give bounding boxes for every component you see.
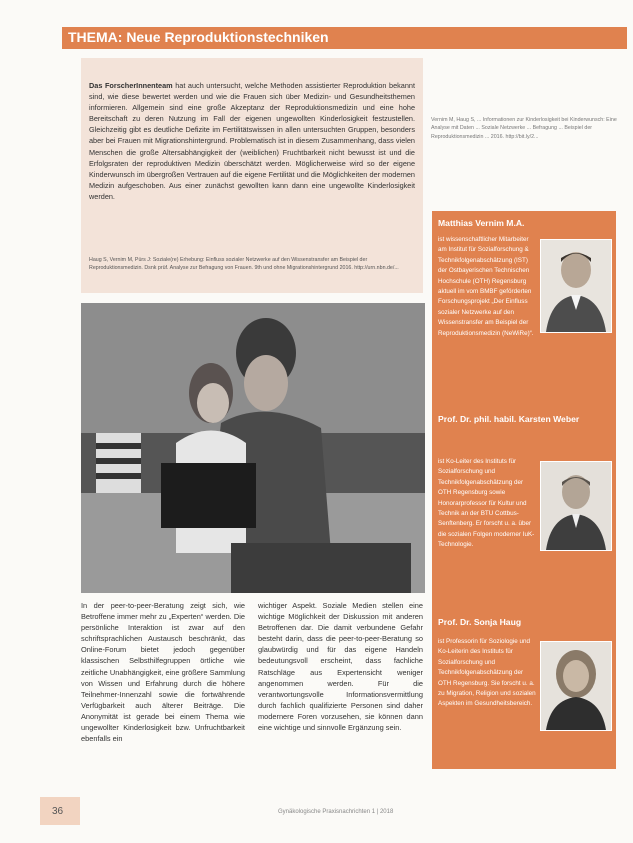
portrait-haug-illustration <box>541 642 611 730</box>
portrait-weber-illustration <box>541 462 611 550</box>
intro-text: hat auch untersucht, welche Methoden assistierter Reproduktion bekannt sind, wie diese bewertet werden und wie die Frauen sich über Medizin- und Gesundheitsthemen informieren. Allgemein sind eine große Akzeptanz der Reproduktionsmedizin und eine hohe Bereitschaft zu deren Nutzung im Fall der eigenen ungewollten Kinderlosigkeit festzustellen. Gleichzeitig gibt es deutliche Defizite im Fertilitätswissen in allen untersuchten Gruppen, besonders aber bei Frauen mit Migrationshintergrund. Problematisch ist in diesem Zusammenhang, dass vielen Menschen die große Altersabhängigkeit der (weiblichen) Fruchtbarkeit nicht bewusst ist und die Erfolgsraten der reproduktiven Medizin überschätzt werden. Möglicherweise wird so der eigene Kinderwunsch im übergroßen Vertrauen auf die eigene Fertilität und die Möglichkeiten der modernen Medizin aufgeschoben. Aus einer zunächst gewollten kann dann eine ungewollte Kinderlosigkeit werden. <box>89 81 416 201</box>
author-bio-vernim: ist wissenschaftlicher Mitarbeiter am Institut für Sozialforschung & Technikfolgenabschätzung (IST) der Ostbayerischen Technischen Hochschule (OTH) Regensburg aktuell im vom BMBF geförderten Forschungsprojekt „Der Einfluss sozialer Netzwerke auf den Wissenstransfer am Beispiel der Reproduktionsmedizin (NeWiRe)“. <box>438 236 534 337</box>
author-sidebar <box>432 211 616 769</box>
body-column-2: wichtiger Aspekt. Soziale Medien stellen eine wichtige Möglichkeit der Diskussion mit anderen Betroffenen dar. Die damit verbundene Gefahr besteht darin, dass die peer-to-peer-Beratung so glaubwürdig und für das eigene Handeln bedeutungsvoll erscheint, dass fachliche Ratschläge aus Expertensicht weniger angenommen werden. Für die verantwortungsvolle Informationsvermittlung durch fachlich qualifizierte Personen sind daher modernere Foren vorzusehen, sie können dann eine wichtige und sinnvolle Ergänzung sein. <box>258 601 423 733</box>
intro-citation: Haug S, Vernim M, Pürs J: Soziale(re) Erhebung: Einfluss sozialer Netzwerke auf den Wissenstransfer am Beispiel der Reproduktionsmedizin. Dsnk prüf. Analyse zur Befragung von Frauen. 9th und ohne Migrationshintergrund 2016. http://urn.nbn.de/... <box>89 257 399 272</box>
couple-laptop-photo <box>81 303 425 593</box>
author-name-weber: Prof. Dr. phil. habil. Karsten Weber <box>438 414 580 424</box>
publication-footer: Gynäkologische Praxisnachrichten 1 | 2018 <box>278 809 394 815</box>
author-photo-vernim <box>540 239 612 333</box>
section-title: THEMA: Neue Reproduktionstechniken <box>68 29 329 45</box>
author-photo-weber <box>540 461 612 551</box>
intro-lead: Das ForscherInnenteam <box>89 81 173 90</box>
page-number: 36 <box>52 806 64 817</box>
author-name-haug: Prof. Dr. Sonja Haug <box>438 617 522 627</box>
author-bio-haug: ist Professorin für Soziologie und Ko-Leiterin des Instituts für Sozialforschung und Technikfolgenabschätzung der OTH Regensburg. Sie forscht u. a. zu Migration, Religion und sozialen Aspekten im Gesundheitsbereich. <box>438 638 536 708</box>
portrait-vernim-illustration <box>541 240 611 332</box>
author-photo-haug <box>540 641 612 731</box>
right-citation: Vernim M, Haug S, ... Informationen zur Kinderlosigkeit bei Kinderwunsch: Eine Analyse mit Daten ... Soziale Netzwerke ... Befragung ... Beispiel der Reproduktionsmedizin ... 2016. http://bit.ly/2... <box>431 117 617 140</box>
author-bio-weber: ist Ko-Leiter des Instituts für Sozialforschung und Technikfolgenabschätzung der OTH Regensburg sowie Honorarprofessor für Kultur und Technik an der BTU Cottbus-Senftenberg. Er forscht u. a. über die sozialen Folgen moderner IuK-Technologie. <box>438 458 535 549</box>
intro-paragraph <box>89 80 415 202</box>
body-column-1: In der peer-to-peer-Beratung zeigt sich, wie Betroffene immer mehr zu „Experten“ werden. Die persönliche Interaktion ist zwar auf den schriftsprachlichen Austausch beschränkt, das Online-Forum bietet jedoch gegenüber klassischen Selbsthilfegruppen örtliche wie zeitliche Unabhängigkeit, eine größere Sammlung von Wissen und Erfahrung durch die höhere Teilnehmer-Innenzahl sowie die fortwährende Verfügbarkeit auch älterer Beiträge. Die Anonymität ist gerade bei einem Thema wie ungewollter Kinderlosigkeit bzw. Unfruchtbarkeit ebenfalls ein <box>81 601 245 744</box>
intro-box <box>81 58 423 293</box>
section-banner <box>62 27 627 49</box>
author-name-vernim: Matthias Vernim M.A. <box>438 218 525 228</box>
photo-illustration <box>81 303 425 593</box>
